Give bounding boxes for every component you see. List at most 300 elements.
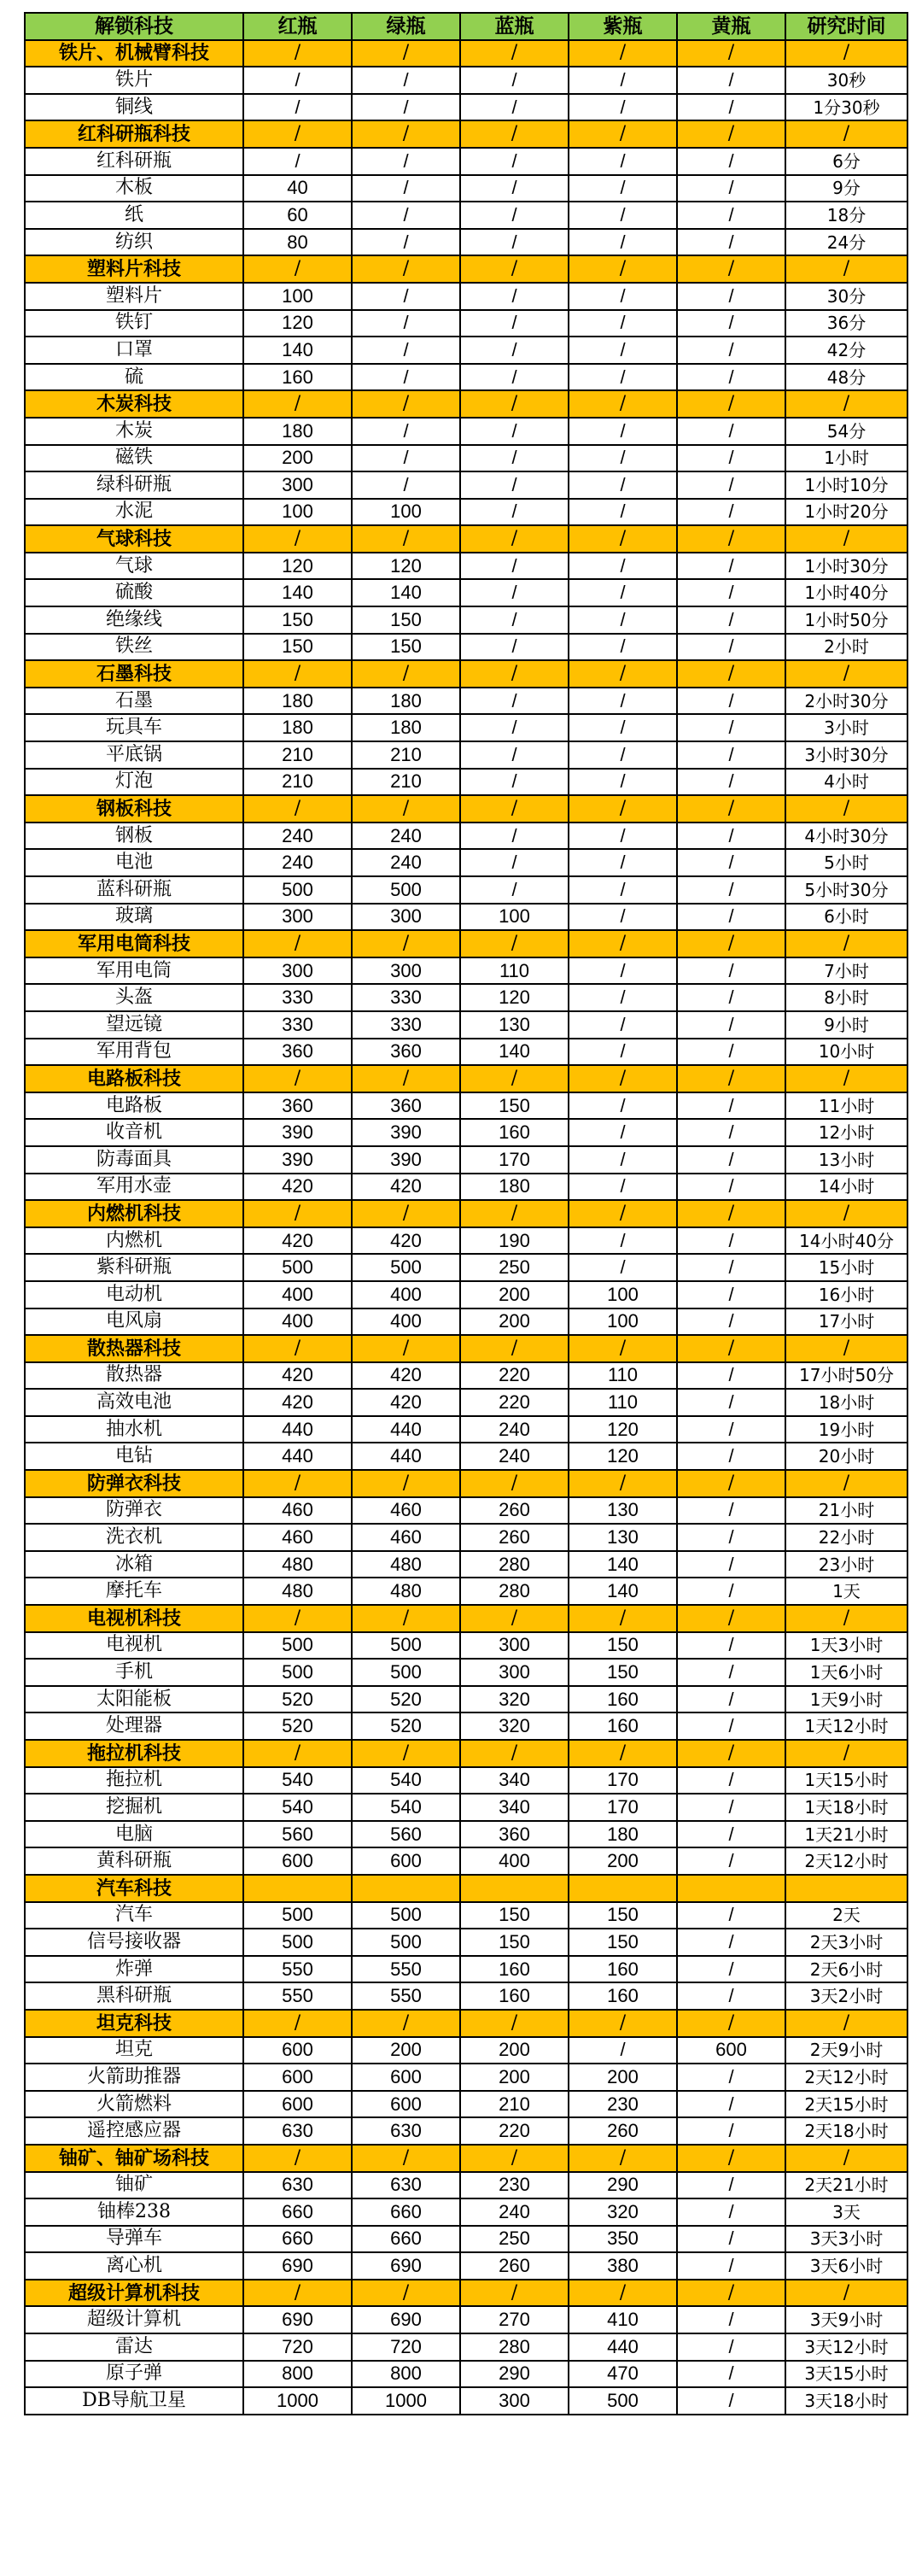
item-purple-count: / <box>569 741 677 769</box>
item-blue-count: / <box>460 418 569 445</box>
item-purple-count: / <box>569 904 677 931</box>
item-purple-count: 120 <box>569 1443 677 1470</box>
item-yellow-count: / <box>677 2333 785 2361</box>
section-name: 内燃机科技 <box>25 1200 243 1227</box>
item-yellow-count: / <box>677 2252 785 2280</box>
section-name: 坦克科技 <box>25 2010 243 2037</box>
item-research-time: 2天 <box>785 1902 907 1929</box>
section-purple-cell: / <box>569 795 677 823</box>
item-yellow-count: / <box>677 1308 785 1336</box>
section-blue-cell: / <box>460 795 569 823</box>
item-green-count: 460 <box>352 1497 460 1525</box>
item-green-count: 420 <box>352 1174 460 1201</box>
item-name: 黑科研瓶 <box>25 1982 243 2010</box>
item-yellow-count: / <box>677 1551 785 1578</box>
item-purple-count: 320 <box>569 2198 677 2226</box>
item-blue-count: / <box>460 688 569 715</box>
item-purple-count: / <box>569 714 677 741</box>
item-red-count: 630 <box>243 2172 352 2199</box>
item-row <box>25 94 907 121</box>
item-research-time: 6小时 <box>785 904 907 931</box>
item-green-count: 400 <box>352 1308 460 1336</box>
item-name: 汽车 <box>25 1902 243 1929</box>
item-yellow-count: / <box>677 1578 785 1605</box>
item-research-time: 5小时30分 <box>785 876 907 904</box>
item-blue-count: 130 <box>460 1011 569 1039</box>
item-blue-count: 150 <box>460 1092 569 1120</box>
section-time-cell: / <box>785 525 907 553</box>
item-name: 太阳能板 <box>25 1686 243 1713</box>
item-green-count: 120 <box>352 553 460 580</box>
section-row <box>25 2280 907 2307</box>
item-row <box>25 1524 907 1551</box>
item-purple-count: / <box>569 418 677 445</box>
item-green-count: 240 <box>352 823 460 850</box>
item-research-time: 20小时 <box>785 1443 907 1470</box>
item-blue-count: 200 <box>460 1308 569 1336</box>
item-research-time: 2天12小时 <box>785 1847 907 1875</box>
item-research-time: 4小时30分 <box>785 823 907 850</box>
item-purple-count: 200 <box>569 2064 677 2091</box>
item-row <box>25 606 907 634</box>
section-time-cell: / <box>785 2010 907 2037</box>
item-yellow-count: / <box>677 445 785 472</box>
item-green-count: 390 <box>352 1146 460 1174</box>
item-blue-count: 340 <box>460 1767 569 1794</box>
item-green-count: 140 <box>352 579 460 606</box>
item-research-time: 9分 <box>785 175 907 202</box>
section-name: 铁片、机械臂科技 <box>25 40 243 67</box>
item-yellow-count: / <box>677 1956 785 1983</box>
item-name: 防毒面具 <box>25 1146 243 1174</box>
section-time-cell: / <box>785 2145 907 2172</box>
item-yellow-count: / <box>677 1039 785 1066</box>
section-row <box>25 2010 907 2037</box>
section-blue-cell: / <box>460 390 569 418</box>
item-purple-count: / <box>569 148 677 175</box>
item-red-count: 150 <box>243 634 352 661</box>
item-row <box>25 1227 907 1255</box>
section-purple-cell: / <box>569 525 677 553</box>
item-name: 电池 <box>25 849 243 876</box>
item-yellow-count: / <box>677 1416 785 1443</box>
item-yellow-count: / <box>677 418 785 445</box>
item-purple-count: / <box>569 1227 677 1255</box>
section-name: 铀矿、铀矿场科技 <box>25 2145 243 2172</box>
section-red-cell: / <box>243 525 352 553</box>
item-research-time: 3天15小时 <box>785 2361 907 2388</box>
item-yellow-count: / <box>677 1119 785 1146</box>
item-purple-count: / <box>569 499 677 526</box>
item-name: 灯泡 <box>25 769 243 796</box>
item-green-count: / <box>352 471 460 499</box>
section-name: 石墨科技 <box>25 660 243 688</box>
item-red-count: 600 <box>243 2091 352 2118</box>
item-green-count: 420 <box>352 1362 460 1390</box>
section-purple-cell: / <box>569 930 677 957</box>
item-yellow-count: / <box>677 1174 785 1201</box>
item-yellow-count: / <box>677 1281 785 1308</box>
section-yellow-cell: / <box>677 1335 785 1362</box>
header-red-bottle: 红瓶 <box>243 13 352 40</box>
item-blue-count: / <box>460 67 569 94</box>
item-green-count: 800 <box>352 2361 460 2388</box>
item-yellow-count: / <box>677 499 785 526</box>
item-green-count: 200 <box>352 2037 460 2064</box>
item-row <box>25 283 907 310</box>
item-blue-count: 230 <box>460 2172 569 2199</box>
item-purple-count: / <box>569 876 677 904</box>
item-name: 玩具车 <box>25 714 243 741</box>
section-time-cell: / <box>785 1740 907 1767</box>
section-red-cell: / <box>243 1740 352 1767</box>
item-blue-count: 200 <box>460 2064 569 2091</box>
item-name: 电风扇 <box>25 1308 243 1336</box>
item-red-count: 80 <box>243 229 352 256</box>
item-research-time: 2小时30分 <box>785 688 907 715</box>
item-row <box>25 1578 907 1605</box>
item-research-time: 1天9小时 <box>785 1686 907 1713</box>
item-purple-count: 350 <box>569 2226 677 2253</box>
item-research-time: 48分 <box>785 364 907 391</box>
item-yellow-count: / <box>677 175 785 202</box>
item-purple-count: 130 <box>569 1524 677 1551</box>
item-name: 抽水机 <box>25 1416 243 1443</box>
section-row <box>25 525 907 553</box>
item-row <box>25 1443 907 1470</box>
item-red-count: 400 <box>243 1281 352 1308</box>
item-row <box>25 2252 907 2280</box>
item-purple-count: / <box>569 1174 677 1201</box>
item-research-time: 1天18小时 <box>785 1794 907 1821</box>
item-purple-count: / <box>569 957 677 985</box>
item-name: 军用背包 <box>25 1039 243 1066</box>
item-red-count: 550 <box>243 1956 352 1983</box>
section-blue-cell: / <box>460 2145 569 2172</box>
item-red-count: 420 <box>243 1227 352 1255</box>
item-red-count: 500 <box>243 1929 352 1956</box>
section-row <box>25 255 907 283</box>
section-time-cell: / <box>785 2280 907 2307</box>
item-research-time: 1天21小时 <box>785 1821 907 1848</box>
section-row <box>25 120 907 148</box>
section-red-cell: / <box>243 2280 352 2307</box>
item-research-time: 14小时 <box>785 1174 907 1201</box>
section-purple-cell: / <box>569 2010 677 2037</box>
item-red-count: 1000 <box>243 2387 352 2415</box>
section-row <box>25 1200 907 1227</box>
item-yellow-count: / <box>677 769 785 796</box>
item-blue-count: 260 <box>460 2252 569 2280</box>
item-name: 电动机 <box>25 1281 243 1308</box>
item-yellow-count: / <box>677 823 785 850</box>
item-purple-count: 440 <box>569 2333 677 2361</box>
item-red-count: 420 <box>243 1362 352 1390</box>
item-row <box>25 2198 907 2226</box>
item-blue-count: 220 <box>460 1389 569 1416</box>
item-blue-count: 300 <box>460 1632 569 1660</box>
item-green-count: 150 <box>352 634 460 661</box>
item-research-time: 1小时50分 <box>785 606 907 634</box>
section-red-cell: / <box>243 930 352 957</box>
item-green-count: 690 <box>352 2252 460 2280</box>
item-row <box>25 2226 907 2253</box>
item-green-count: 440 <box>352 1416 460 1443</box>
section-name: 红科研瓶科技 <box>25 120 243 148</box>
item-blue-count: / <box>460 606 569 634</box>
item-name: 铁丝 <box>25 634 243 661</box>
item-blue-count: / <box>460 876 569 904</box>
item-blue-count: 200 <box>460 1281 569 1308</box>
item-green-count: 630 <box>352 2172 460 2199</box>
item-row <box>25 2091 907 2118</box>
section-name: 塑料片科技 <box>25 255 243 283</box>
item-name: 信号接收器 <box>25 1929 243 1956</box>
section-blue-cell: / <box>460 1200 569 1227</box>
item-name: DB导航卫星 <box>25 2387 243 2415</box>
item-row <box>25 1632 907 1660</box>
item-yellow-count: / <box>677 229 785 256</box>
section-row <box>25 1335 907 1362</box>
item-yellow-count: / <box>677 1929 785 1956</box>
item-green-count: 330 <box>352 1011 460 1039</box>
item-red-count: 540 <box>243 1767 352 1794</box>
section-red-cell: / <box>243 255 352 283</box>
item-red-count: 480 <box>243 1578 352 1605</box>
item-research-time: 21小时 <box>785 1497 907 1525</box>
item-purple-count: 170 <box>569 1794 677 1821</box>
item-blue-count: 160 <box>460 1956 569 1983</box>
item-purple-count: / <box>569 1119 677 1146</box>
item-yellow-count: / <box>677 67 785 94</box>
item-research-time: 3天6小时 <box>785 2252 907 2280</box>
item-purple-count: 150 <box>569 1659 677 1686</box>
item-yellow-count: / <box>677 310 785 337</box>
item-name: 电脑 <box>25 1821 243 1848</box>
item-research-time: 1分30秒 <box>785 94 907 121</box>
item-green-count: 520 <box>352 1686 460 1713</box>
item-red-count: 660 <box>243 2226 352 2253</box>
item-row <box>25 1659 907 1686</box>
section-time-cell: / <box>785 1335 907 1362</box>
item-blue-count: 280 <box>460 1578 569 1605</box>
item-research-time: 24分 <box>785 229 907 256</box>
item-research-time: 1小时 <box>785 445 907 472</box>
item-blue-count: 240 <box>460 2198 569 2226</box>
section-row <box>25 660 907 688</box>
item-red-count: 690 <box>243 2252 352 2280</box>
item-row <box>25 984 907 1011</box>
item-red-count: 420 <box>243 1174 352 1201</box>
item-row <box>25 714 907 741</box>
item-blue-count: 400 <box>460 1847 569 1875</box>
item-yellow-count: / <box>677 579 785 606</box>
item-row <box>25 849 907 876</box>
item-row <box>25 310 907 337</box>
item-purple-count: / <box>569 579 677 606</box>
item-green-count: / <box>352 175 460 202</box>
item-blue-count: / <box>460 741 569 769</box>
section-name: 电视机科技 <box>25 1605 243 1632</box>
item-red-count: 240 <box>243 849 352 876</box>
item-purple-count: 380 <box>569 2252 677 2280</box>
section-row <box>25 1065 907 1092</box>
item-red-count: 180 <box>243 714 352 741</box>
item-blue-count: / <box>460 634 569 661</box>
item-name: 红科研瓶 <box>25 148 243 175</box>
item-yellow-count: / <box>677 1443 785 1470</box>
item-red-count: 360 <box>243 1092 352 1120</box>
item-name: 坦克 <box>25 2037 243 2064</box>
item-purple-count: / <box>569 310 677 337</box>
item-research-time: 2天9小时 <box>785 2037 907 2064</box>
item-red-count: 440 <box>243 1416 352 1443</box>
item-blue-count: 110 <box>460 957 569 985</box>
item-row <box>25 1982 907 2010</box>
item-red-count: 210 <box>243 769 352 796</box>
item-red-count: 500 <box>243 1659 352 1686</box>
item-yellow-count: / <box>677 1227 785 1255</box>
item-green-count: 150 <box>352 606 460 634</box>
item-red-count: 440 <box>243 1443 352 1470</box>
item-research-time: 54分 <box>785 418 907 445</box>
item-blue-count: / <box>460 310 569 337</box>
item-row <box>25 229 907 256</box>
item-purple-count: 100 <box>569 1308 677 1336</box>
item-name: 铁钉 <box>25 310 243 337</box>
item-red-count: 690 <box>243 2306 352 2333</box>
section-green-cell: / <box>352 1065 460 1092</box>
section-red-cell: / <box>243 2145 352 2172</box>
item-research-time: 3小时30分 <box>785 741 907 769</box>
item-yellow-count: / <box>677 471 785 499</box>
section-yellow-cell: / <box>677 120 785 148</box>
item-name: 导弹车 <box>25 2226 243 2253</box>
item-yellow-count: / <box>677 741 785 769</box>
item-research-time: 4小时 <box>785 769 907 796</box>
item-name: 塑料片 <box>25 283 243 310</box>
item-red-count: 180 <box>243 418 352 445</box>
item-purple-count: / <box>569 202 677 229</box>
item-name: 头盔 <box>25 984 243 1011</box>
item-green-count: 500 <box>352 1254 460 1281</box>
section-time-cell: / <box>785 1605 907 1632</box>
item-research-time: 2天15小时 <box>785 2091 907 2118</box>
item-research-time: 1小时10分 <box>785 471 907 499</box>
item-row <box>25 2306 907 2333</box>
item-purple-count: / <box>569 283 677 310</box>
item-purple-count: / <box>569 471 677 499</box>
section-name: 汽车科技 <box>25 1875 243 1902</box>
item-research-time: 1小时20分 <box>785 499 907 526</box>
item-row <box>25 823 907 850</box>
item-purple-count: / <box>569 553 677 580</box>
section-purple-cell: / <box>569 660 677 688</box>
item-green-count: / <box>352 310 460 337</box>
item-purple-count: 180 <box>569 1821 677 1848</box>
item-research-time: 1天6小时 <box>785 1659 907 1686</box>
item-research-time: 6分 <box>785 148 907 175</box>
item-row <box>25 1847 907 1875</box>
section-name: 散热器科技 <box>25 1335 243 1362</box>
item-row <box>25 1119 907 1146</box>
item-research-time: 7小时 <box>785 957 907 985</box>
item-blue-count: / <box>460 175 569 202</box>
header-row <box>25 13 907 40</box>
item-name: 洗衣机 <box>25 1524 243 1551</box>
item-row <box>25 2117 907 2145</box>
item-row <box>25 2064 907 2091</box>
item-name: 散热器 <box>25 1362 243 1390</box>
item-purple-count: 160 <box>569 1982 677 2010</box>
item-name: 离心机 <box>25 2252 243 2280</box>
item-red-count: 330 <box>243 984 352 1011</box>
section-row <box>25 40 907 67</box>
item-blue-count: 280 <box>460 2333 569 2361</box>
item-green-count: / <box>352 202 460 229</box>
item-green-count: 1000 <box>352 2387 460 2415</box>
item-red-count: 120 <box>243 310 352 337</box>
item-purple-count: 200 <box>569 1847 677 1875</box>
item-green-count: 330 <box>352 984 460 1011</box>
item-name: 铀矿 <box>25 2172 243 2199</box>
item-name: 纺织 <box>25 229 243 256</box>
section-yellow-cell: / <box>677 2280 785 2307</box>
section-yellow-cell: / <box>677 255 785 283</box>
item-green-count: 300 <box>352 957 460 985</box>
item-research-time: 1小时30分 <box>785 553 907 580</box>
item-name: 军用水壶 <box>25 1174 243 1201</box>
section-name: 超级计算机科技 <box>25 2280 243 2307</box>
item-yellow-count: / <box>677 2306 785 2333</box>
item-yellow-count: / <box>677 283 785 310</box>
item-red-count: 390 <box>243 1146 352 1174</box>
item-red-count: 480 <box>243 1551 352 1578</box>
item-purple-count: 260 <box>569 2117 677 2145</box>
section-time-cell: / <box>785 1065 907 1092</box>
item-purple-count: 150 <box>569 1929 677 1956</box>
section-green-cell: / <box>352 1470 460 1497</box>
item-research-time: 42分 <box>785 337 907 364</box>
item-row <box>25 553 907 580</box>
item-yellow-count: / <box>677 1794 785 1821</box>
item-purple-count: / <box>569 823 677 850</box>
item-row <box>25 67 907 94</box>
section-red-cell: / <box>243 1200 352 1227</box>
item-green-count: 390 <box>352 1119 460 1146</box>
section-row <box>25 1875 907 1902</box>
item-row <box>25 579 907 606</box>
item-row <box>25 2387 907 2415</box>
section-purple-cell: / <box>569 390 677 418</box>
section-purple-cell: / <box>569 1200 677 1227</box>
item-name: 蓝科研瓶 <box>25 876 243 904</box>
item-green-count: 210 <box>352 769 460 796</box>
item-row <box>25 769 907 796</box>
item-purple-count: / <box>569 634 677 661</box>
item-green-count: 480 <box>352 1578 460 1605</box>
item-green-count: 500 <box>352 1929 460 1956</box>
item-red-count: 600 <box>243 2037 352 2064</box>
item-row <box>25 148 907 175</box>
item-purple-count: 140 <box>569 1578 677 1605</box>
item-blue-count: / <box>460 337 569 364</box>
section-blue-cell: / <box>460 1335 569 1362</box>
item-research-time: 8小时 <box>785 984 907 1011</box>
item-yellow-count: / <box>677 553 785 580</box>
item-name: 收音机 <box>25 1119 243 1146</box>
item-yellow-count: / <box>677 984 785 1011</box>
